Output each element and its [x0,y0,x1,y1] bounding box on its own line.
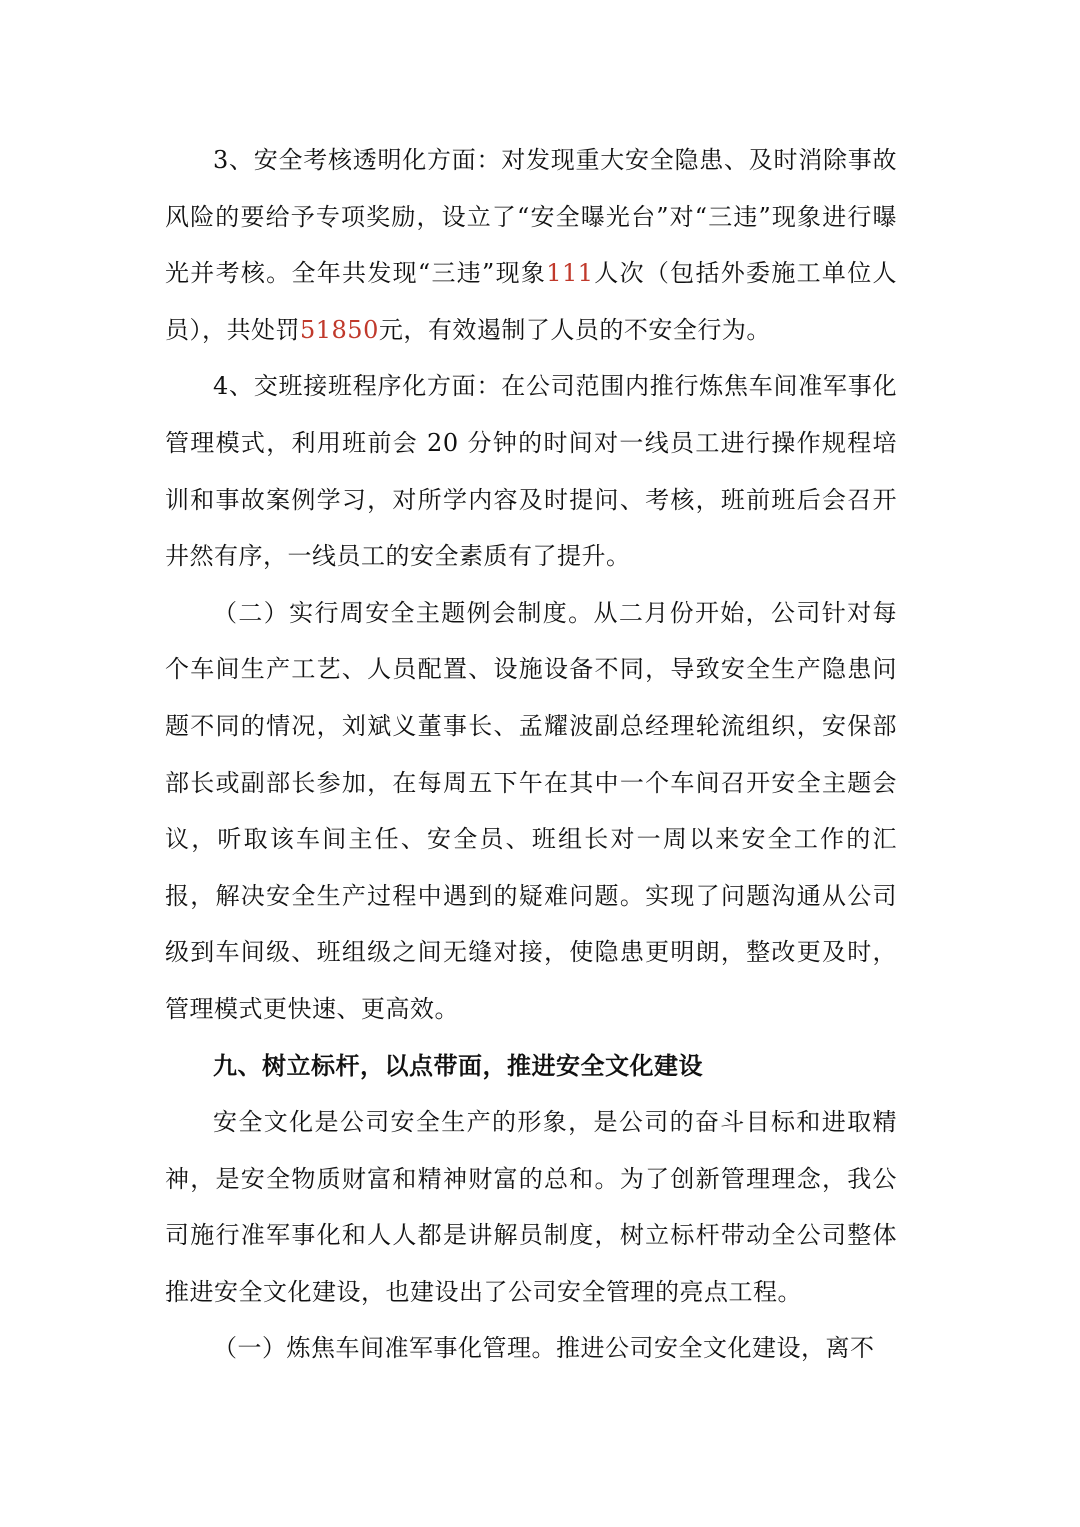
section-heading: 九、树立标杆，以点带面，推进安全文化建设 [213,1050,703,1080]
document-page [165,132,897,1377]
paragraph-coking-workshop: （一）炼焦车间准军事化管理。推进公司安全文化建设，离不 [213,1334,875,1363]
paragraph-weekly-meeting: （二）实行周安全主题例会制度。从二月份开始，公司针对每个车间生产工艺、人员配置、设施设备不同，导致安全生产隐患问题不同的情况，刘斌义董事长、孟耀波副总经理轮流组织，安保部部长或副部长参加，在每周五下午在其中一个车间召开安全主题会议，听取该车间主任、安全员、班组长对一周以来安全工作的汇报，解决安全生产过程中遇到的疑难问题。实现了问题沟通从公司级到车间级、班组级之间无缝对接，使隐患更明朗，整改更及时，管理模式更快速、更高效。 [165,598,897,1023]
penalty-amount: 51850 [300,315,379,344]
paragraph-safety-assessment [165,132,897,358]
violation-count: 111 [546,259,594,288]
paragraph-text: 元，有效遏制了人员的不安全行为。 [378,315,771,344]
paragraph-safety-culture: 安全文化是公司安全生产的形象，是公司的奋斗目标和进取精神，是安全物质财富和精神财富的总和。为了创新管理理念，我公司施行准军事化和人人都是讲解员制度，树立标杆带动全公司整体推进安全文化建设，也建设出了公司安全管理的亮点工程。 [165,1108,897,1306]
paragraph-text: 3、安全考核透明化方面：对发现重大安全隐患、及时消除事故风险的要给予专项奖励，设立了“安全曝光台”对“三违”现象进行曝光并考核。全年共发现“三违”现象 [165,146,897,288]
paragraph-text: 人次（包括外委施工单位人员），共处罚 [165,259,898,344]
paragraph-shift-handover: 4、交班接班程序化方面：在公司范围内推行炼焦车间准军事化管理模式，利用班前会 20 分钟的时间对一线员工进行操作规程培训和事故案例学习，对所学内容及时提问、考核，班前班后会召开井然有序，一线员工的安全素质有了提升。 [165,372,897,571]
